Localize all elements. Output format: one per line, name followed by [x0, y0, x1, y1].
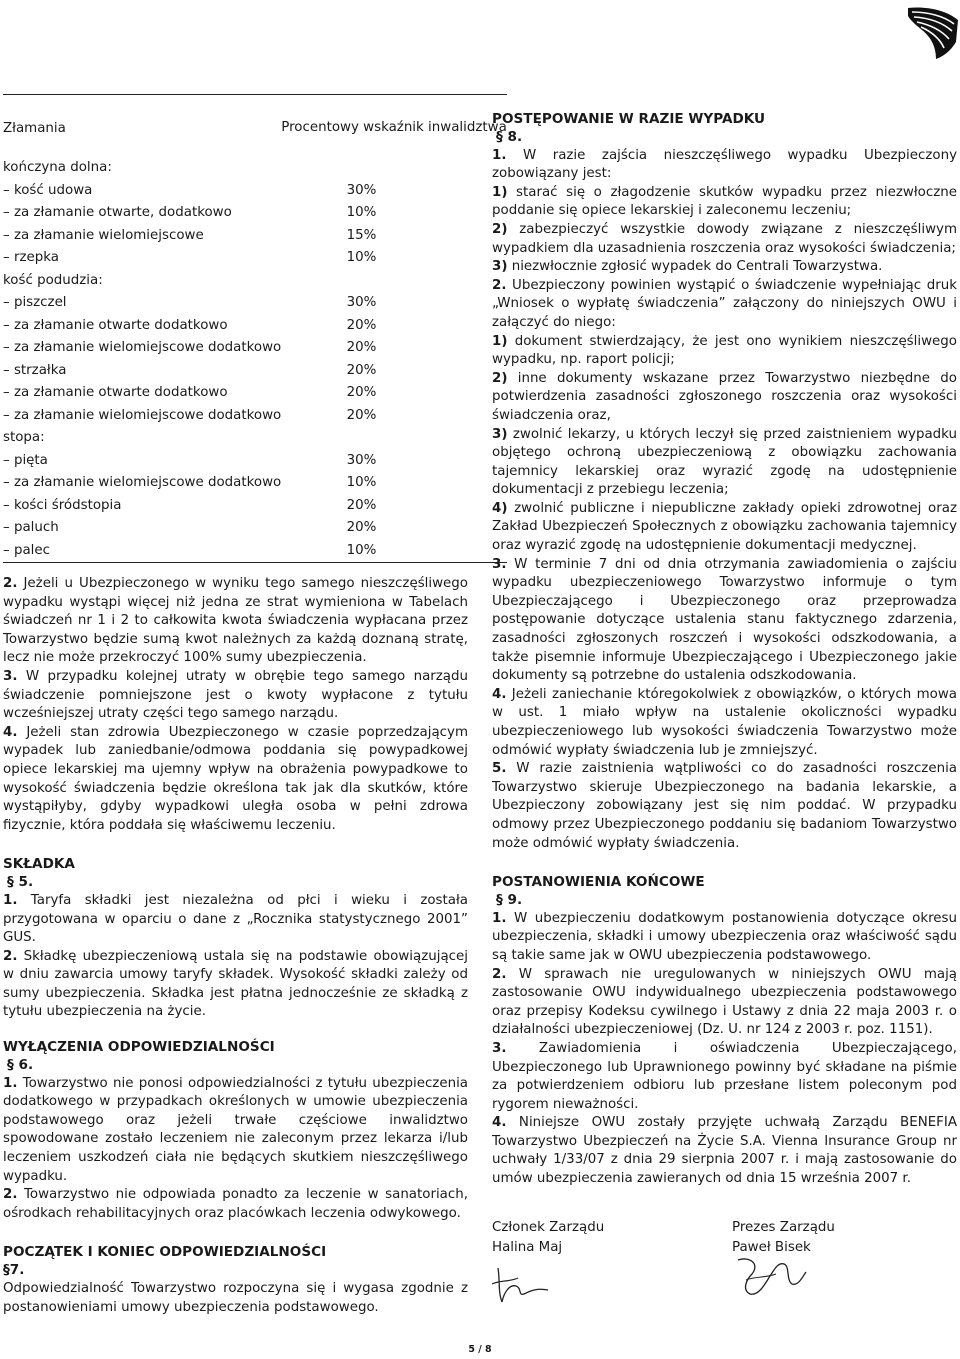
- signer-role-right: Prezes Zarządu: [732, 1220, 835, 1235]
- company-logo-icon: [906, 4, 960, 60]
- section-number-5: § 5.: [7, 874, 34, 891]
- table-cell-label: – palec: [3, 542, 50, 558]
- signature-block-left: [492, 1218, 604, 1258]
- table-cell-label: kość podudzia:: [3, 272, 103, 288]
- wylaczenia-point-1: 1. Towarzystwo nie ponosi odpowiedzialności z tytułu ubezpieczenia dodatkowego w przypadkach określonych w umowie ubezpieczenia podstawowego oraz jeżeli trwałe częściowe inwalidztwo spowodowane zostało leczeniem nie zaleconym przez lekarza i/lub leczeniem uszkodzeń ciała nie będących skutkiem nieszczęśliwego wypadku.: [3, 1075, 468, 1184]
- table-row: [3, 472, 507, 495]
- poczatek-text: Odpowiedzialność Towarzystwo rozpoczyna się i wygasa zgodnie z postanowieniami umowy ubezpieczenia podstawowego.: [3, 1281, 468, 1315]
- table-cell-label: – za złamanie otwarte dodatkowo: [3, 317, 228, 333]
- table-cell-label: stopa:: [3, 430, 45, 445]
- postepowanie-point-1: 1. W razie zajścia nieszczęśliwego wypadku Ubezpieczony zobowiązany jest:: [492, 147, 957, 182]
- section-title-koncowe: POSTANOWIENIA KOŃCOWE: [492, 874, 705, 891]
- table-row: [3, 157, 507, 180]
- koncowe-point-1: 1. W ubezpieczeniu dodatkowym postanowienia dotyczące okresu ubezpieczenia, składki i umowy ubezpieczenia oraz właściwość sądu są takie same jak w OWU ubezpieczenia podstawowego.: [492, 910, 957, 963]
- table-row: [3, 292, 507, 315]
- table-cell-value: 20%: [346, 520, 377, 535]
- table-cell-value: 20%: [346, 317, 377, 333]
- table-cell-label: – strzałka: [3, 362, 67, 378]
- table-cell-value: 10%: [346, 542, 377, 558]
- postepowanie-point-1-2: 2) zabezpieczyć wszystkie dowody związane z nieszczęśliwym wypadkiem dla uzasadnienia roszczenia oraz wysokości świadczenia;: [492, 221, 957, 256]
- table-cell-label: – za złamanie wielomiejscowe dodatkowo: [3, 407, 282, 423]
- handwritten-signature-right-icon: [730, 1250, 810, 1300]
- paragraph-3: 3. W przypadku kolejnej utraty w obrębie tego samego narządu świadczenie pomniejszone jest o kwoty wypłacone z tytułu wcześniejszej utraty części tego samego narządu.: [3, 668, 469, 722]
- postepowanie-point-1-1: 1) starać się o złagodzenie skutków wypadku przez niezwłoczne poddanie się opiece lekarskiej i zaleconemu leczeniu;: [492, 184, 957, 219]
- table-row: [3, 247, 507, 270]
- table-cell-value: 20%: [346, 362, 377, 378]
- koncowe-point-4: 4. Niniejsze OWU zostały przyjęte uchwałą Zarządu BENEFIA Towarzystwo Ubezpieczeń na Życie S.A. Vienna Insurance Group nr uchwały 1/33/07 z dnia 29 sierpnia 2007 r. i mają zastosowanie do umów ubezpieczenia zawieranych od dnia 15 września 2007 r.: [492, 1115, 957, 1187]
- table-row: [3, 337, 507, 360]
- table-cell-value: 20%: [346, 497, 377, 513]
- handwritten-signature-left-icon: [488, 1262, 558, 1308]
- table-row: [3, 495, 507, 518]
- section-number-6: § 6.: [7, 1057, 34, 1074]
- signer-name-left: Halina Maj: [492, 1240, 563, 1255]
- table-cell-value: 10%: [346, 475, 377, 490]
- table-row: [3, 360, 507, 383]
- table-cell-value: [281, 270, 507, 293]
- table-cell-label: – za złamanie wielomiejscowe dodatkowo: [3, 475, 282, 490]
- table-cell-label: – za złamanie wielomiejscowe: [3, 227, 204, 243]
- postepowanie-point-1-3: 3) niezwłocznie zgłosić wypadek do Centrali Towarzystwa.: [492, 259, 883, 275]
- postepowanie-point-2-2: 2) inne dokumenty wskazane przez Towarzystwo niezbędne do potwierdzenia zasadności zgłoszonego roszczenia oraz wysokości świadczenia oraz,: [492, 370, 957, 423]
- table-cell-label: – paluch: [3, 520, 59, 535]
- table-cell-value: [281, 427, 507, 450]
- table-row: [3, 202, 507, 225]
- table-row: [3, 315, 507, 338]
- table-row: [3, 427, 507, 450]
- section-number-9: § 9.: [496, 892, 523, 909]
- table-row: [3, 180, 507, 203]
- postepowanie-point-4: 4. Jeżeli zaniechanie któregokolwiek z obowiązków, o których mowa w ust. 1 miało wpływ na ustalenie okoliczności wypadku ubezpieczeniowego lub wysokości świadczenia Towarzystwo może odmówić wypłaty świadczenia lub je zmniejszyć.: [492, 686, 957, 758]
- page-number: 5 / 8: [468, 1344, 492, 1355]
- table-cell-label: kończyna dolna:: [3, 160, 112, 175]
- koncowe-point-3: 3. Zawiadomienia i oświadczenia Ubezpieczającego, Ubezpieczonego lub Uprawnionego powinny być składane na piśmie za potwierdzeniem odbioru lub przesłane listem poleconym pod rygorem nieważności.: [492, 1040, 957, 1112]
- table-cell-value: 30%: [346, 182, 377, 198]
- table-row: [3, 405, 507, 428]
- table-cell-value: 30%: [346, 295, 377, 310]
- table-cell-value: 30%: [346, 452, 377, 468]
- paragraph-2: 2. Jeżeli u Ubezpieczonego w wyniku tego samego nieszczęśliwego wypadku wystąpi więcej niż jedna ze strat wymieniona w Tabelach świadczeń nr 1 i 2 to całkowita kwota świadczenia wypłacana przez Towarzystwo będzie sumą kwot należnych za każdą doznaną stratę, lecz nie może przekroczyć 100% sumy ubezpieczenia.: [3, 576, 468, 666]
- paragraph-4: 4. Jeżeli stan zdrowia Ubezpieczonego w czasie poprzedzającym wypadek lub zaniedbanie/odmowa poddania się powypadkowej opiece lekarskiej ma ujemny wpływ na obrażenia powypadkowe to wysokość świadczenia będzie określona tak jak dla skutków, które wystąpiłyby, gdyby wypadkowi uległa osoba w pełni zdrowa fizycznie, która poddała się właściwemu leczeniu.: [3, 724, 468, 833]
- signer-name-right: Paweł Bisek: [732, 1240, 811, 1255]
- table-cell-value: [281, 157, 507, 180]
- table-row: [3, 270, 507, 293]
- table-cell-label: – za złamanie wielomiejscowe dodatkowo: [3, 340, 282, 355]
- postepowanie-point-2: 2. Ubezpieczony powinien wystąpić o świadczenie wypełniając druk „Wniosek o wypłatę świadczenia” załączony do niniejszych OWU i załączyć do niego:: [492, 277, 957, 330]
- table-row: [3, 540, 507, 563]
- wylaczenia-point-2: 2. Towarzystwo nie odpowiada ponadto za leczenie w sanatoriach, ośrodkach rehabilitacyjnych oraz placówkach leczenia odwykowego.: [3, 1187, 468, 1221]
- section-title-postepowanie: POSTĘPOWANIE W RAZIE WYPADKU: [492, 111, 766, 127]
- postepowanie-point-3: 3. W terminie 7 dni od dnia otrzymania zawiadomienia o zajściu wypadku ubezpieczeniowego Towarzystwo informuje o tym Ubezpieczającego i Ubezpieczonego oraz przeprowadza postępowanie dotyczące ustalenia stanu faktycznego zdarzenia, zasadności zgłoszonych roszczeń i wysokości odszkodowania, a także pisemnie informuje Ubezpieczającego i Ubezpieczonego jakie dokumenty są potrzebne do ustalenia odszkodowania.: [492, 556, 958, 684]
- signer-role-left: Członek Zarządu: [492, 1220, 605, 1235]
- table-cell-label: – kości śródstopia: [3, 497, 122, 513]
- table-cell-value: 20%: [346, 340, 377, 355]
- section-number-7: §7.: [3, 1262, 25, 1279]
- table-row: [3, 225, 507, 248]
- table-header-label: Złamania: [3, 121, 66, 136]
- table-row: [3, 382, 507, 405]
- table-cell-label: – piszczel: [3, 295, 67, 310]
- table-cell-value: 10%: [346, 205, 377, 220]
- table-cell-label: – kość udowa: [3, 182, 93, 198]
- section-title-wylaczenia: WYŁĄCZENIA ODPOWIEDZIALNOŚCI: [3, 1039, 275, 1056]
- section-number-8: § 8.: [496, 129, 523, 145]
- postepowanie-point-2-1: 1) dokument stwierdzający, że jest ono wynikiem nieszczęśliwego wypadku, np. raport policji;: [492, 333, 957, 368]
- table-cell-value: 15%: [346, 227, 377, 243]
- postepowanie-point-5: 5. W razie zaistnienia wątpliwości co do zasadności roszczenia Towarzystwo skieruje Ubezpieczonego na badania lekarskie, a Ubezpieczony zobowiązany jest się nim poddać. W przypadku odmowy przez Ubezpieczonego poddaniu się badaniom Towarzystwo może odmówić wypłaty świadczenia.: [492, 761, 957, 851]
- table-cell-label: – rzepka: [3, 250, 59, 265]
- table-header-row: [3, 95, 507, 158]
- table-cell-label: – pięta: [3, 452, 48, 468]
- table-cell-value: 20%: [346, 407, 377, 423]
- skladka-point-1: 1. Taryfa składki jest niezależna od płci i wieku i została przygotowana w oparciu o dane z „Rocznika statystycznego 2001” GUS.: [3, 892, 468, 946]
- table-cell-label: – za złamanie otwarte dodatkowo: [3, 385, 228, 400]
- skladka-point-2: 2. Składkę ubezpieczeniową ustala się na podstawie obowiązującej w dniu zawarcia umowy taryfy składek. Wysokość składki zależy od sumy ubezpieczenia. Składka jest płatna jednocześnie ze składką z tytułu ubezpieczenia na życie.: [3, 948, 468, 1020]
- right-column: [492, 110, 957, 1189]
- table-row: [3, 517, 507, 540]
- table-header-value: Procentowy wskaźnik inwalidztwa: [281, 120, 507, 135]
- postepowanie-point-2-4: 4) zwolnić publiczne i niepubliczne zakłady opieki zdrowotnej oraz Zakład Ubezpieczeń Społecznych z obowiązku zachowania tajemnicy oraz wyrazić zgodę na udostępnienie dokumentacji medycznej.: [492, 500, 957, 554]
- section-title-poczatek: POCZĄTEK I KONIEC ODPOWIEDZIALNOŚCI: [3, 1244, 327, 1261]
- table-cell-value: 10%: [346, 250, 377, 265]
- table-cell-value: 20%: [346, 385, 377, 400]
- koncowe-point-2: 2. W sprawach nie uregulowanych w niniejszych OWU mają zastosowanie OWU indywidualnego ubezpieczenia podstawowego oraz przepisy Kodeksu cywilnego i Ustawy z dnia 22 maja 2003 r. o działalności ubezpieczeniowej (Dz. U. nr 124 z 2003 r. poz. 1151).: [492, 966, 957, 1038]
- fracture-table: [3, 94, 507, 563]
- postepowanie-point-2-3: 3) zwolnić lekarzy, u których leczył się przed zaistnieniem wypadku objętego ochroną ubezpieczeniową z obowiązku zachowania tajemnicy lekarskiej oraz wyrazić zgodę na udostępnienie dokumentacji z przebiegu leczenia;: [492, 426, 957, 498]
- section-title-skladka: SKŁADKA: [3, 856, 75, 873]
- left-column: [3, 94, 507, 1317]
- table-cell-label: – za złamanie otwarte, dodatkowo: [3, 205, 232, 220]
- table-row: [3, 450, 507, 473]
